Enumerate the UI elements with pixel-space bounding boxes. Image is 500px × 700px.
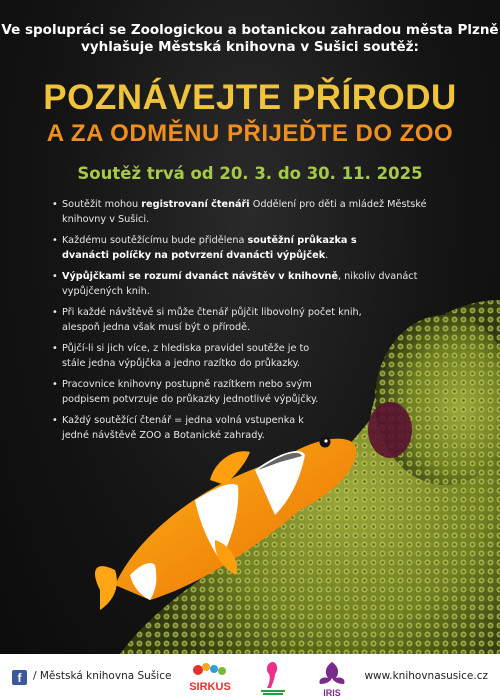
footer — [0, 654, 500, 700]
facebook-icon[interactable]: f — [12, 670, 27, 685]
iris-logo — [312, 658, 352, 698]
rules-list — [52, 198, 472, 450]
rule-item: • Každému soutěžícímu bude přidělena soutěžní průkazka s dvanácti políčky na potvrzení dvanácti výpůjček. — [52, 234, 392, 263]
intro-line-1: Ve spolupráci se Zoologickou a botanickou zahradou města Plzně — [1, 22, 499, 38]
zoo-plzen-logo — [255, 658, 291, 698]
rule-item: • Při každé návštěvě si může čtenář půjčit libovolný počet knih, alespoň jedna však musí být o přírodě. — [52, 306, 382, 335]
facebook-link[interactable]: / Městská knihovna Sušice — [33, 670, 172, 682]
svg-text:IRIS: IRIS — [323, 688, 341, 698]
rule-item: • Výpůjčkami se rozumí dvanáct návštěv v knihovně, nikoliv dvanáct vypůjčených knih. — [52, 270, 472, 299]
rule-item: • Půjčí-li si jich více, z hlediska pravidel soutěže je to stále jedna výpůjčka a jedno razítko do průkazky. — [52, 342, 332, 371]
headline: POZNÁVEJTE PŘÍRODU — [43, 78, 457, 117]
rule-item: • Pracovnice knihovny postupně razítkem nebo svým podpisem potvrzuje do průkazky jednotlivé výpůjčky. — [52, 378, 332, 407]
rule-item: • Soutěžit mohou registrovaní čtenáři Oddělení pro děti a mládež Městské knihovny v Sušici. — [52, 198, 472, 227]
contest-dates: Soutěž trvá od 20. 3. do 30. 11. 2025 — [77, 164, 423, 183]
intro-line-2: vyhlašuje Městská knihovna v Sušici soutěž: — [81, 39, 419, 55]
sirkus-logo — [182, 660, 238, 696]
intro — [0, 22, 500, 56]
rule-item: • Každý soutěžící čtenář = jedna volná vstupenka k jedné návštěvě ZOO a Botanické zahrady. — [52, 414, 332, 443]
website-link[interactable]: www.knihovnasusice.cz — [364, 670, 488, 682]
svg-text:SIRKUS: SIRKUS — [189, 681, 231, 693]
subheadline: A ZA ODMĚNU PŘIJEĎTE DO ZOO — [46, 120, 454, 147]
